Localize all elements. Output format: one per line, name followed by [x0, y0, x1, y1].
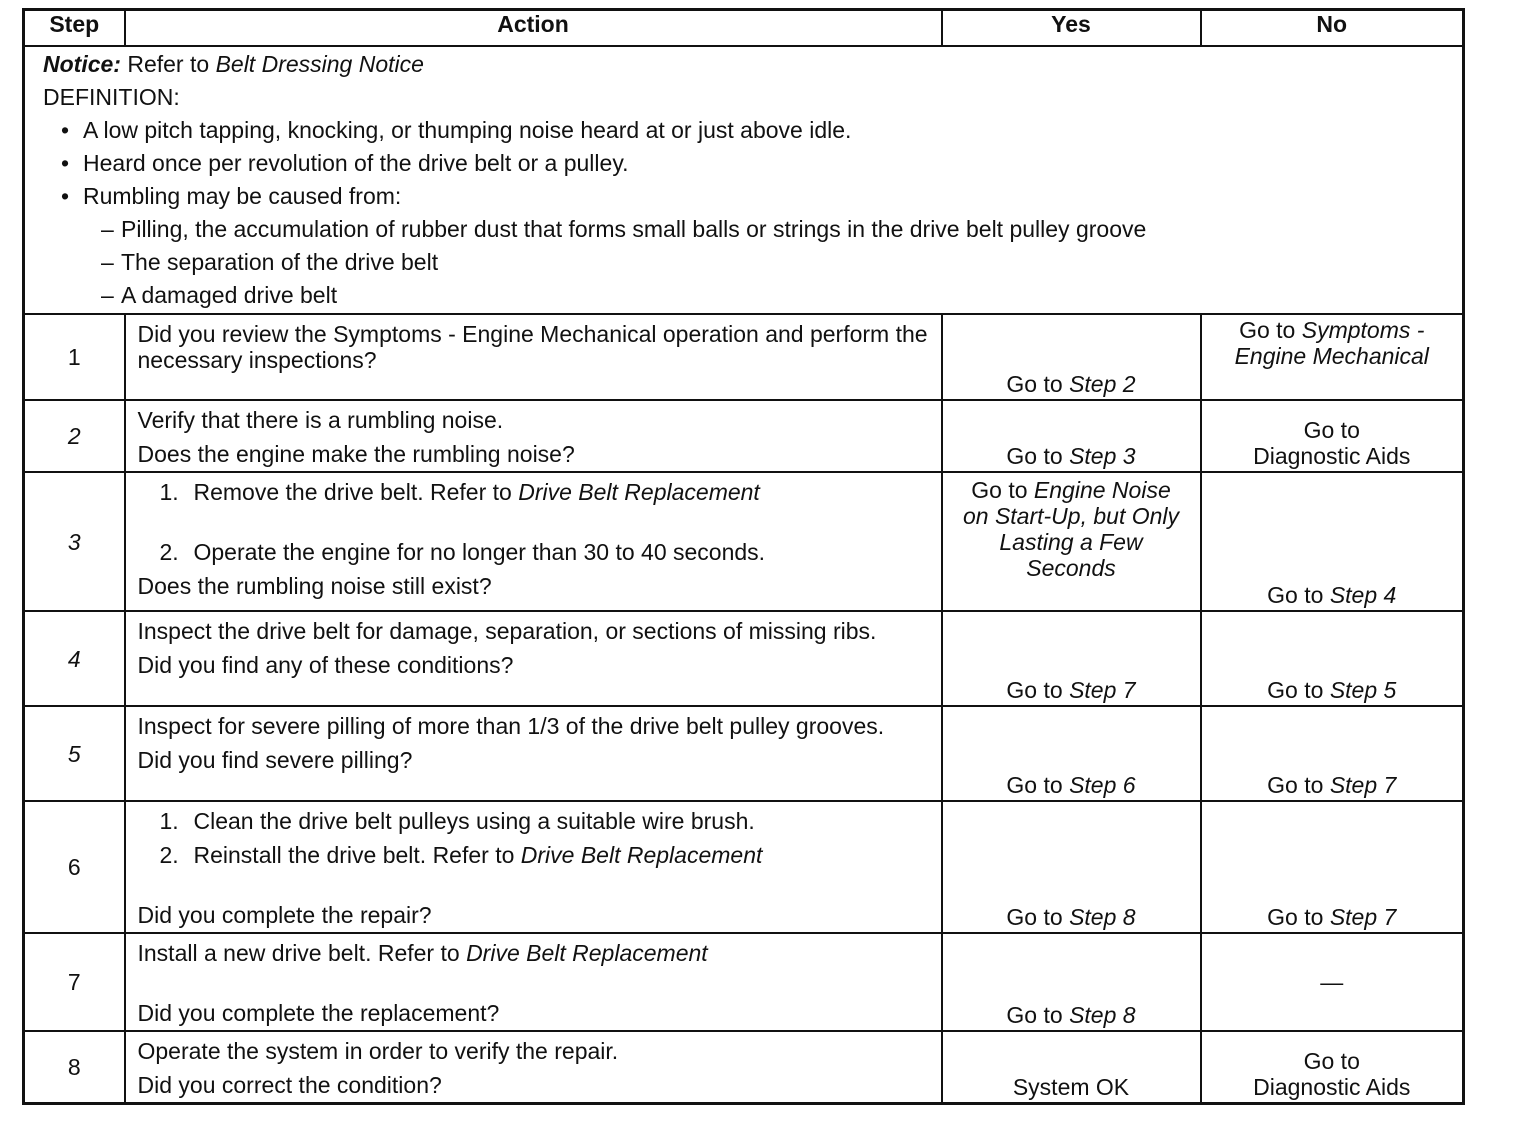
no-prefix: Go to — [1267, 904, 1324, 930]
yes-prefix: Go to — [1006, 371, 1063, 397]
yes-ref: Step 6 — [1069, 772, 1136, 798]
step-action — [125, 400, 942, 472]
no-line-1: Go to — [1303, 417, 1360, 443]
step-action — [125, 472, 942, 611]
cause-text: Pilling, the accumulation of rubber dust that forms small balls or strings in the drive belt pulley groove — [121, 216, 1147, 242]
yes-prefix: Go to — [1006, 772, 1063, 798]
yes-text: System OK — [1012, 1074, 1130, 1100]
step-action — [125, 801, 942, 933]
step-number: 3 — [24, 472, 125, 611]
yes-ref: Step 7 — [1069, 677, 1136, 703]
numbered-item-1 — [138, 808, 931, 834]
step-action — [125, 611, 942, 706]
notice-label: Notice: — [43, 51, 121, 77]
diagnostic-table — [22, 8, 1465, 1105]
action-text: Inspect for severe pilling of more than 1/3 of the drive belt pulley grooves. — [137, 713, 885, 739]
notice-ref: Belt Dressing Notice — [215, 51, 424, 77]
step-action — [125, 933, 942, 1031]
step-row-2 — [24, 400, 1464, 472]
action-question: Did you complete the replacement? — [137, 1000, 500, 1026]
item-ref: Drive Belt Replacement — [520, 842, 763, 868]
bullet-text: Rumbling may be caused from: — [83, 183, 402, 209]
yes-prefix: Go to — [1006, 677, 1063, 703]
no-ref: Step 4 — [1329, 582, 1397, 608]
no-prefix: Go to — [1267, 677, 1324, 703]
action-question: Did you correct the condition? — [137, 1072, 442, 1098]
no-prefix: Go to — [1267, 582, 1324, 608]
step-action — [125, 1031, 942, 1104]
step-no — [1201, 472, 1464, 611]
step-no — [1201, 933, 1464, 1031]
definition-bullet: • A low pitch tapping, knocking, or thumping noise heard at or just above idle. — [61, 117, 852, 143]
yes-ref: Step 2 — [1069, 371, 1136, 397]
header-no: No — [1201, 10, 1464, 47]
step-number: 4 — [24, 611, 125, 706]
action-question: Did you find severe pilling? — [137, 747, 413, 773]
step-number: 8 — [24, 1031, 125, 1104]
step-no — [1201, 314, 1464, 400]
step-yes — [942, 933, 1201, 1031]
definition-label: DEFINITION: — [43, 84, 180, 110]
yes-prefix: Go to — [1006, 443, 1063, 469]
yes-ref: Step 3 — [1069, 443, 1136, 469]
item-text: Clean the drive belt pulleys using a suitable wire brush. — [193, 808, 755, 834]
no-line-2: Diagnostic Aids — [1253, 443, 1411, 469]
no-ref: Step 5 — [1329, 677, 1397, 703]
cause-item: – Pilling, the accumulation of rubber dust that forms small balls or strings in the drive belt pulley groove — [101, 216, 1147, 242]
cause-item: – The separation of the drive belt — [101, 249, 439, 275]
yes-ref: Engine Noise on Start-Up, but Only Lasting a Few Seconds — [962, 477, 1180, 581]
header-step: Step — [24, 10, 125, 47]
step-yes — [942, 1031, 1201, 1104]
notice-row — [24, 46, 1464, 314]
step-row-8 — [24, 1031, 1464, 1104]
action-question: Does the engine make the rumbling noise? — [137, 441, 575, 467]
item-text: Reinstall the drive belt. Refer to — [193, 842, 515, 868]
yes-ref: Step 8 — [1069, 904, 1136, 930]
step-row-1 — [24, 314, 1464, 400]
cause-item: – A damaged drive belt — [101, 282, 338, 308]
step-row-5 — [24, 706, 1464, 801]
item-number: 1. — [159, 808, 179, 834]
step-yes — [942, 400, 1201, 472]
numbered-item-2 — [138, 842, 931, 868]
yes-prefix: Go to — [1006, 904, 1063, 930]
diagnostic-table-wrapper — [22, 8, 1462, 1105]
item-number: 2. — [159, 842, 179, 868]
action-question: Did you complete the repair? — [137, 902, 432, 928]
definition-bullet: • Heard once per revolution of the drive belt or a pulley. — [61, 150, 629, 176]
step-row-6 — [24, 801, 1464, 933]
definition-bullet: • Rumbling may be caused from: — [61, 183, 402, 209]
no-ref: Step 7 — [1329, 772, 1397, 798]
item-number: 2. — [159, 539, 179, 565]
item-number: 1. — [159, 479, 179, 505]
action-text: Inspect the drive belt for damage, separation, or sections of missing ribs. — [137, 618, 877, 644]
no-prefix: Go to — [1267, 772, 1324, 798]
item-text: Operate the engine for no longer than 30 to 40 seconds. — [193, 539, 766, 565]
header-row — [24, 10, 1464, 47]
step-row-3 — [24, 472, 1464, 611]
notice-cell — [24, 46, 1464, 314]
action-ref: Drive Belt Replacement — [466, 940, 708, 966]
step-number: 6 — [24, 801, 125, 933]
step-row-7 — [24, 933, 1464, 1031]
action-question: Did you find any of these conditions? — [137, 652, 514, 678]
header-yes: Yes — [942, 10, 1201, 47]
yes-prefix: Go to — [1006, 1002, 1063, 1028]
step-number: 7 — [24, 933, 125, 1031]
step-action — [125, 706, 942, 801]
no-ref: Symptoms - Engine Mechanical — [1234, 317, 1429, 369]
no-prefix: Go to — [1239, 317, 1296, 343]
cause-text: A damaged drive belt — [121, 282, 338, 308]
step-no — [1201, 706, 1464, 801]
step-no — [1201, 400, 1464, 472]
action-text: Verify that there is a rumbling noise. — [137, 407, 504, 433]
action-text — [138, 940, 931, 966]
step-action — [125, 314, 942, 400]
notice-line — [43, 51, 1462, 77]
step-yes — [942, 611, 1201, 706]
action-text: Operate the system in order to verify the repair. — [137, 1038, 619, 1064]
step-yes — [942, 706, 1201, 801]
action-question: Does the rumbling noise still exist? — [137, 573, 492, 599]
step-row-4 — [24, 611, 1464, 706]
no-ref: Step 7 — [1329, 904, 1397, 930]
header-action: Action — [125, 10, 942, 47]
action-text: Did you review the Symptoms - Engine Mechanical operation and perform the necessary inspections? — [137, 321, 928, 373]
step-yes — [942, 472, 1201, 611]
step-number: 1 — [24, 314, 125, 400]
action-text-body: Install a new drive belt. Refer to — [137, 940, 460, 966]
step-no — [1201, 611, 1464, 706]
bullet-text: A low pitch tapping, knocking, or thumping noise heard at or just above idle. — [83, 117, 852, 143]
step-yes — [942, 801, 1201, 933]
step-yes — [942, 314, 1201, 400]
no-line-2: Diagnostic Aids — [1253, 1074, 1411, 1100]
no-line-1: Go to — [1303, 1048, 1360, 1074]
step-no — [1201, 801, 1464, 933]
step-number: 2 — [24, 400, 125, 472]
item-text: Remove the drive belt. Refer to — [193, 479, 512, 505]
yes-prefix: Go to — [971, 477, 1028, 503]
step-no — [1201, 1031, 1464, 1104]
numbered-item-2 — [138, 539, 931, 565]
yes-ref: Step 8 — [1069, 1002, 1136, 1028]
notice-text: Refer to — [127, 51, 210, 77]
cause-text: The separation of the drive belt — [121, 249, 439, 275]
numbered-item-1 — [138, 479, 931, 505]
item-ref: Drive Belt Replacement — [518, 479, 760, 505]
no-dash: — — [1320, 969, 1344, 995]
bullet-text: Heard once per revolution of the drive belt or a pulley. — [83, 150, 629, 176]
step-number: 5 — [24, 706, 125, 801]
